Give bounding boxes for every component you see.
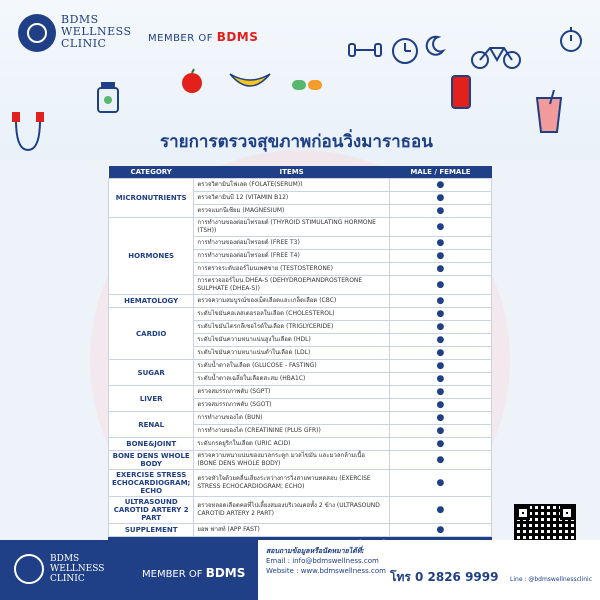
supplement-bottle-icon: [94, 80, 122, 114]
included-dot: ●: [389, 451, 491, 470]
page-title: รายการตรวจสุขภาพก่อนวิ่งมาราธอน: [160, 132, 433, 152]
header-items: ITEMS: [194, 166, 390, 179]
table-row: [109, 179, 492, 192]
included-dot: ●: [389, 373, 491, 386]
member-of-bdms: [148, 30, 258, 44]
footer-member-label: MEMBER OF: [142, 569, 203, 580]
table-row: [109, 412, 492, 425]
qr-finder: [560, 506, 574, 520]
member-label: MEMBER OF: [148, 33, 214, 44]
included-dot: ●: [389, 399, 491, 412]
included-dot: ●: [389, 205, 491, 218]
table-row: [109, 218, 492, 237]
footer-brand-name: BDMS WELLNESS CLINIC: [50, 554, 105, 584]
included-dot: ●: [389, 360, 491, 373]
row-item: ตรวจหลอดเลือดคอที่ไปเลี้ยงสมองบริเวณคอทั้ง 2 ข้าง (ULTRASOUND CAROTID ARTERY 2 PART): [194, 497, 390, 524]
line-id: Line : @bdmswellnessclinic: [510, 576, 593, 583]
row-item: การทำงานของต่อมไทรอยด์ (THYROID STIMULATING HORMONE (TSH)): [194, 218, 390, 237]
banana-icon: [228, 70, 272, 92]
included-dot: ●: [389, 334, 491, 347]
included-dot: ●: [389, 412, 491, 425]
row-item: การตรวจฮอร์โมน DHEA-S (DEHYDROEPIANDROSTERONE SULPHATE (DHEA-S)): [194, 276, 390, 295]
row-category: LIVER: [109, 386, 194, 412]
table-header-row: [109, 166, 492, 179]
included-dot: ●: [389, 438, 491, 451]
included-dot: ●: [389, 386, 491, 399]
contact-email[interactable]: Email : info@bdmswellness.com: [266, 557, 379, 565]
included-dot: ●: [389, 347, 491, 360]
included-dot: ●: [389, 524, 491, 537]
member-brand: BDMS: [216, 30, 259, 44]
dumbbell-icon: [345, 40, 385, 60]
row-item: ระดับไขมันความหนาแน่นต่ำในเลือด (LDL): [194, 347, 390, 360]
row-item: การทำงานของไต (BUN): [194, 412, 390, 425]
header-category: CATEGORY: [109, 166, 194, 179]
row-item: ตรวจวิตามินโฟเลต (FOLATE(SERUM)): [194, 179, 390, 192]
row-item: ระดับน้ำตาลเฉลี่ยในเลือดสะสม (HBA1C): [194, 373, 390, 386]
footer-member-brand: BDMS: [205, 566, 246, 580]
apple-icon: [180, 68, 204, 94]
header-male-female: MALE / FEMALE: [389, 166, 491, 179]
phone-armband-icon: [446, 74, 476, 114]
row-category: CARDIO: [109, 308, 194, 360]
contact-website[interactable]: Website : www.bdmswellness.com: [266, 567, 386, 575]
row-item: ตรวจสมรรถภาพตับ (SGPT): [194, 386, 390, 399]
brand-name: BDMS WELLNESS CLINIC: [61, 13, 132, 50]
row-item: ระดับน้ำตาลในเลือด (GLUCOSE - FASTING): [194, 360, 390, 373]
included-dot: ●: [389, 321, 491, 334]
checkup-table: [108, 166, 492, 549]
included-dot: ●: [389, 218, 491, 237]
juice-glass-icon: [534, 90, 564, 134]
table-row: [109, 451, 492, 470]
table-row: [109, 524, 492, 537]
row-item: ตรวจวิตามินบี 12 (VITAMIN B12): [194, 192, 390, 205]
row-category: SUPPLEMENT: [109, 524, 194, 537]
row-item: ระดับไขมันความหนาแน่นสูงในเลือด (HDL): [194, 334, 390, 347]
row-item: ระดับไขมันคอเลสเตอรอลในเลือด (CHOLESTEROL): [194, 308, 390, 321]
table-row: [109, 360, 492, 373]
row-item: การตรวจระดับฮอร์โมนเพศชาย (TESTOSTERONE): [194, 263, 390, 276]
row-item: ระดับกรดยูริกในเลือด (URIC ACID): [194, 438, 390, 451]
row-item: ตรวจความหนาแน่นของมวลกระดูก มวลไขมัน และมวลกล้ามเนื้อ (BONE DENS WHOLE BODY): [194, 451, 390, 470]
included-dot: ●: [389, 425, 491, 438]
footer-member-of-bdms: [142, 566, 245, 580]
table-row: [109, 386, 492, 399]
row-category: ULTRASOUND CAROTID ARTERY 2 PART: [109, 497, 194, 524]
row-item: ยอพ ฟาสท์ (APP FAST): [194, 524, 390, 537]
row-item: การทำงานของไต (CREATININE (PLUS GFR)): [194, 425, 390, 438]
row-item: ตรวจความสมบูรณ์ของเม็ดเลือดและเกล็ดเลือด (CBC): [194, 295, 390, 308]
row-item: การทำงานของต่อมไทรอยด์ (FREE T3): [194, 237, 390, 250]
row-category: BONE DENS WHOLE BODY: [109, 451, 194, 470]
included-dot: ●: [389, 192, 491, 205]
pills-icon: [290, 76, 324, 96]
footer-brand-band: [0, 540, 258, 600]
row-category: RENAL: [109, 412, 194, 438]
included-dot: ●: [389, 497, 491, 524]
table-body: [109, 179, 492, 549]
row-item: การทำงานของต่อมไทรอยด์ (FREE T4): [194, 250, 390, 263]
included-dot: ●: [389, 295, 491, 308]
bicycle-icon: [470, 40, 522, 70]
contact-heading: สอบถามข้อมูลหรือนัดหมายได้ที่:: [266, 547, 365, 555]
moon-icon: [424, 34, 446, 56]
row-category: EXERCISE STRESS ECHOCARDIOGRAM; ECHO: [109, 470, 194, 497]
row-category: SUGAR: [109, 360, 194, 386]
row-item: ระดับไขมันไตรกลีเซอไรด์ในเลือด (TRIGLYCERIDE): [194, 321, 390, 334]
footer: [0, 540, 600, 600]
row-item: ตรวจแมกนีเซียม (MAGNESIUM): [194, 205, 390, 218]
included-dot: ●: [389, 470, 491, 497]
clock-icon: [390, 36, 420, 66]
row-category: BONE&JOINT: [109, 438, 194, 451]
included-dot: ●: [389, 263, 491, 276]
table-row: [109, 438, 492, 451]
qr-finder: [516, 506, 530, 520]
contact-phone[interactable]: โทร 0 2826 9999: [390, 570, 499, 584]
contact-info: [266, 546, 386, 576]
row-category: HEMATOLOGY: [109, 295, 194, 308]
jump-rope-icon: [10, 110, 46, 154]
included-dot: ●: [389, 276, 491, 295]
brand-logo: [18, 14, 136, 58]
table-row: [109, 470, 492, 497]
row-category: HORMONES: [109, 218, 194, 295]
included-dot: ●: [389, 250, 491, 263]
tree-logo-icon: [18, 14, 56, 52]
table-row: [109, 308, 492, 321]
tree-logo-icon: [14, 554, 44, 584]
table-row: [109, 295, 492, 308]
included-dot: ●: [389, 308, 491, 321]
table-row: [109, 497, 492, 524]
row-item: ตรวจหัวใจด้วยคลื่นเสียงระหว่างการวิ่งสายพานทดสอบ (EXERCISE STRESS ECHOCARDIOGRAM; ECHO): [194, 470, 390, 497]
included-dot: ●: [389, 179, 491, 192]
included-dot: ●: [389, 237, 491, 250]
row-item: ตรวจสมรรถภาพตับ (SGOT): [194, 399, 390, 412]
stopwatch-icon: [556, 24, 586, 54]
row-category: MICRONUTRIENTS: [109, 179, 194, 218]
